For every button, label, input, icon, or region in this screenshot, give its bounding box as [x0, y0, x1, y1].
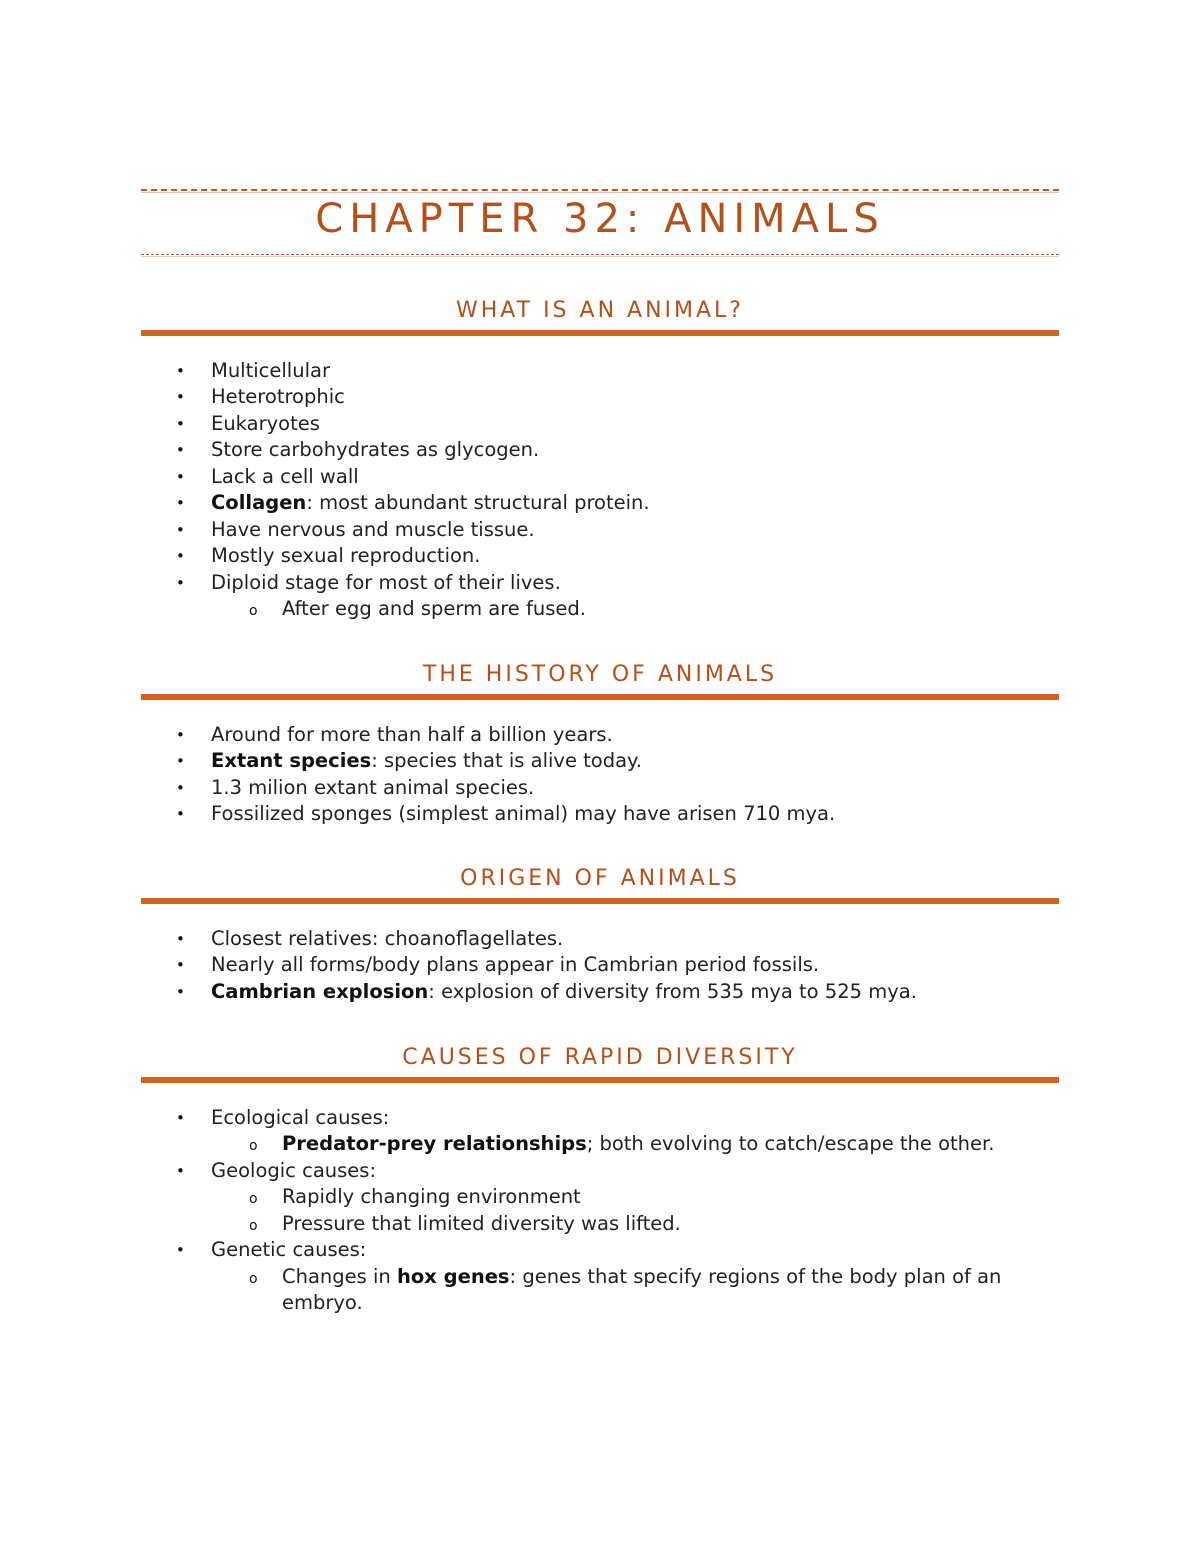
bullet-icon: •	[176, 752, 185, 771]
bullet-icon: •	[176, 388, 185, 407]
term: hox genes	[397, 1264, 510, 1288]
term: Cambrian explosion	[211, 979, 429, 1003]
section-heading: THE HISTORY OF ANIMALS	[422, 662, 778, 687]
bullet-list	[141, 358, 1059, 623]
bullet-list	[141, 722, 1059, 828]
section-rule	[141, 898, 1059, 904]
term: Collagen	[211, 491, 307, 515]
sub-bullet-icon: o	[249, 603, 258, 620]
section-rule	[141, 1077, 1059, 1083]
sub-bullet-icon: o	[249, 1191, 258, 1208]
bullet-icon: •	[176, 778, 185, 797]
sub-bullet-icon: o	[249, 1270, 258, 1287]
title-bottom-rule	[141, 254, 1059, 255]
term: Predator-prey relationships	[282, 1132, 587, 1156]
sub-list-item: o After egg and sperm are fused.	[141, 596, 1059, 623]
list-item: • Extant species: species that is alive today.	[141, 748, 1059, 775]
bullet-icon: •	[176, 494, 185, 513]
section-causes-of-rapid-diversity	[141, 1044, 1059, 1317]
sub-list-item: o Pressure that limited diversity was lifted.	[141, 1211, 1059, 1238]
list-item: • Collagen: most abundant structural protein.	[141, 490, 1059, 517]
list-item: • Genetic causes: o Changes in hox genes: genes that specify regions of the body plan of an embryo.	[141, 1237, 1059, 1317]
title-block	[141, 187, 1059, 257]
bullet-icon: •	[176, 414, 185, 433]
bullet-icon: •	[176, 520, 185, 539]
document-page	[141, 187, 1059, 1315]
list-item: • Have nervous and muscle tissue.	[141, 517, 1059, 544]
bullet-icon: •	[176, 441, 185, 460]
bullet-icon: •	[176, 1108, 185, 1127]
section-history-of-animals	[141, 661, 1059, 828]
section-heading: ORIGEN OF ANIMALS	[460, 866, 740, 891]
section-rule	[141, 330, 1059, 336]
bullet-icon: •	[176, 467, 185, 486]
sub-list-item: o Changes in hox genes: genes that specify regions of the body plan of an embryo.	[249, 1264, 1002, 1315]
sub-list	[141, 596, 1059, 623]
sub-list	[141, 1131, 1059, 1158]
section-rule	[141, 694, 1059, 700]
section-heading: WHAT IS AN ANIMAL?	[456, 298, 744, 323]
list-item: • Diploid stage for most of their lives. o After egg and sperm are fused.	[141, 570, 1059, 623]
section-origen-of-animals	[141, 865, 1059, 1005]
list-item: • Fossilized sponges (simplest animal) may have arisen 710 mya.	[141, 801, 1059, 828]
bullet-list	[141, 926, 1059, 1006]
list-item: • Mostly sexual reproduction.	[141, 543, 1059, 570]
bullet-list	[141, 1105, 1059, 1317]
sub-list-item: o Predator-prey relationships; both evolving to catch/escape the other.	[141, 1131, 1059, 1158]
sub-list	[141, 1184, 1059, 1237]
bullet-icon: •	[176, 982, 185, 1001]
section-what-is-an-animal	[141, 297, 1059, 623]
bullet-icon: •	[176, 929, 185, 948]
list-item: • Lack a cell wall	[141, 464, 1059, 491]
section-heading: CAUSES OF RAPID DIVERSITY	[402, 1045, 798, 1070]
list-item: • Store carbohydrates as glycogen.	[141, 437, 1059, 464]
sub-list	[141, 1264, 1059, 1317]
bullet-icon: •	[176, 805, 185, 824]
title-top-rule-thin	[141, 192, 1059, 193]
title-bottom-rule-thin	[141, 256, 1059, 257]
list-item: • Geologic causes: o Rapidly changing environment o Pressure that limited diversity was lifted.	[141, 1158, 1059, 1238]
list-item: • Cambrian explosion: explosion of diversity from 535 mya to 525 mya.	[141, 979, 1059, 1006]
sub-bullet-icon: o	[249, 1138, 258, 1155]
list-item: • Nearly all forms/body plans appear in Cambrian period fossils.	[141, 952, 1059, 979]
bullet-icon: •	[176, 1161, 185, 1180]
bullet-icon: •	[176, 361, 185, 380]
bullet-icon: •	[176, 725, 185, 744]
document-title: CHAPTER 32: ANIMALS	[315, 196, 885, 242]
bullet-icon: •	[176, 573, 185, 592]
bullet-icon: •	[176, 1241, 185, 1260]
bullet-icon: •	[176, 956, 185, 975]
bullet-icon: •	[176, 547, 185, 566]
list-item: • 1.3 milion extant animal species.	[141, 775, 1059, 802]
title-top-rule	[141, 189, 1059, 191]
list-item: • Heterotrophic	[141, 384, 1059, 411]
term: Extant species	[211, 749, 372, 773]
list-item: • Ecological causes: o Predator-prey relationships; both evolving to catch/escape the other.	[141, 1105, 1059, 1158]
list-item: • Eukaryotes	[141, 411, 1059, 438]
list-item: • Multicellular	[141, 358, 1059, 385]
sub-bullet-icon: o	[249, 1217, 258, 1234]
list-item: • Closest relatives: choanoflagellates.	[141, 926, 1059, 953]
list-item: • Around for more than half a billion years.	[141, 722, 1059, 749]
sub-list-item: o Rapidly changing environment	[141, 1184, 1059, 1211]
